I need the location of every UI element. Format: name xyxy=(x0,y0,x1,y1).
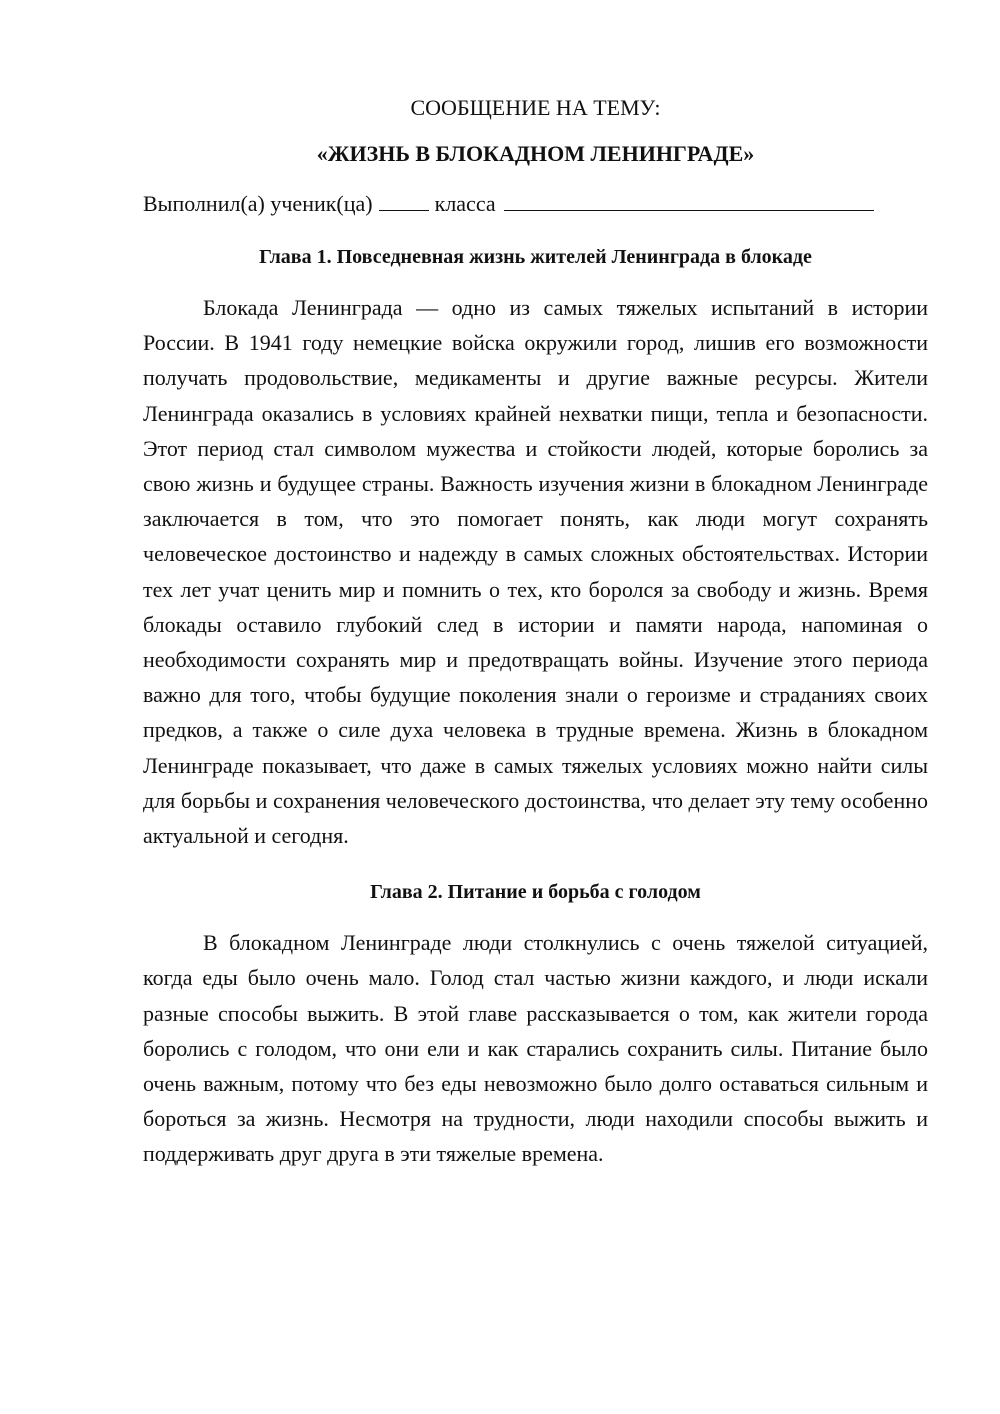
chapter-2-paragraph: В блокадном Ленинграде люди столкнулись с очень тяжелой ситуацией, когда еды было очень мало. Голод стал частью жизни каждого, и люди искали разные способы выжить. В этой главе рассказывается о том, как жители города боролись с голодом, что они ели и как старались сохранить силы. Питание было очень важным, потому что без еды невозможно было долго оставаться сильным и бороться за жизнь. Несмотря на трудности, люди находили способы выжить и поддерживать друг друга в эти тяжелые времена. xyxy=(143,930,928,1167)
document-subtitle: «ЖИЗНЬ В БЛОКАДНОМ ЛЕНИНГРАДЕ» xyxy=(316,141,755,166)
author-line xyxy=(143,188,928,220)
document-title: СООБЩЕНИЕ НА ТЕМУ: xyxy=(410,95,661,120)
class-label: класса xyxy=(434,191,496,216)
name-blank xyxy=(504,188,874,211)
chapter-2-heading: Глава 2. Питание и борьба с голодом xyxy=(370,881,701,904)
chapter-1-heading: Глава 1. Повседневная жизнь жителей Ленинграда в блокаде xyxy=(259,246,812,268)
author-prefix: Выполнил(а) ученик(ца) xyxy=(143,191,373,216)
document-page xyxy=(143,92,928,1172)
grade-blank xyxy=(379,188,429,211)
chapter-1-paragraph: Блокада Ленинграда — одно из самых тяжелых испытаний в истории России. В 1941 году немецкие войска окружили город, лишив его возможности получать продовольствие, медикаменты и другие важные ресурсы. Жители Ленинграда оказались в условиях крайней нехватки пищи, тепла и безопасности. Этот период стал символом мужества и стойкости людей, которые боролись за свою жизнь и будущее страны. Важность изучения жизни в блокадном Ленинграде заключается в том, что это помогает понять, как люди могут сохранять человеческое достоинство и надежду в самых сложных обстоятельствах. Истории тех лет учат ценить мир и помнить о тех, кто боролся за свободу и жизнь. Время блокады оставило глубокий след в истории и памяти народа, напоминая о необходимости сохранять мир и предотвращать войны. Изучение этого периода важно для того, чтобы будущие поколения знали о героизме и страданиях своих предков, а также о силе духа человека в трудные времена. Жизнь в блокадном Ленинграде показывает, что даже в самых тяжелых условиях можно найти силы для борьбы и сохранения человеческого достоинства, что делает эту тему особенно актуальной и сегодня. xyxy=(143,295,928,849)
